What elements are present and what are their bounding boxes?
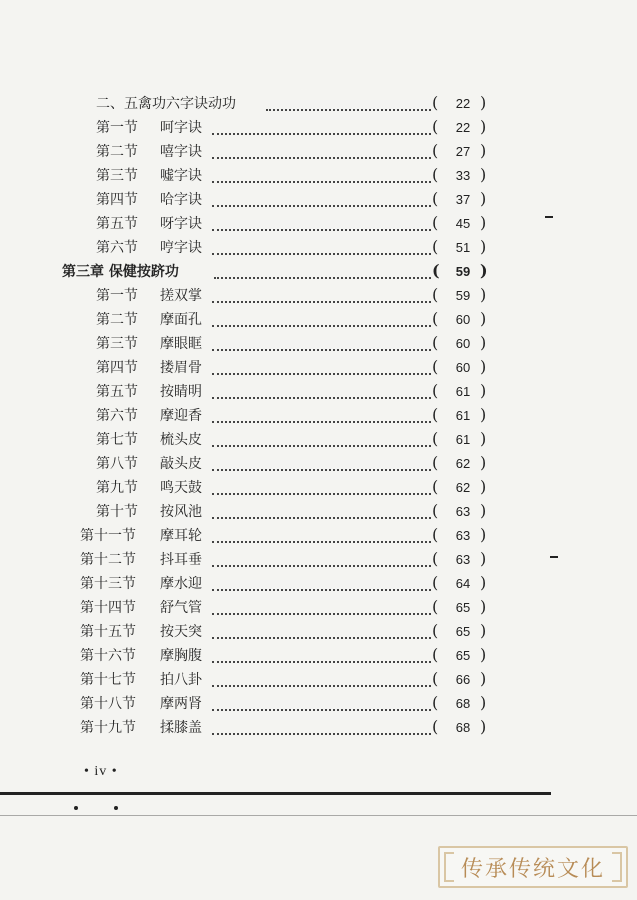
page-number-box	[432, 572, 488, 596]
left-paren: (	[432, 645, 439, 664]
page-number: 60	[455, 336, 471, 351]
watermark-stamp: 传承传统文化	[438, 846, 628, 888]
left-paren: (	[432, 501, 439, 520]
page-number: 63	[455, 504, 471, 519]
toc-topic: 舒气管	[160, 600, 202, 616]
right-paren: )	[480, 213, 487, 232]
page-number-box	[432, 332, 488, 356]
right-paren: )	[480, 645, 487, 664]
page-number: 61	[455, 384, 471, 399]
scan-mark	[550, 556, 558, 558]
toc-leader	[212, 467, 431, 471]
page-number-box	[432, 596, 488, 620]
toc-leader	[212, 491, 431, 495]
toc-entry-label: 第五节	[96, 384, 138, 400]
toc-leader	[214, 275, 431, 279]
page-number-box	[432, 428, 488, 452]
page-number-box	[432, 164, 488, 188]
left-paren: (	[432, 333, 439, 352]
scan-dot	[74, 806, 78, 810]
right-paren: )	[480, 429, 487, 448]
right-paren: )	[480, 261, 488, 280]
right-paren: )	[480, 453, 487, 472]
right-paren: )	[480, 357, 487, 376]
page-number-box	[432, 452, 488, 476]
toc-topic: 拍八卦	[160, 672, 202, 688]
page-number-box	[432, 212, 488, 236]
right-paren: )	[480, 189, 487, 208]
page-number: 22	[455, 120, 471, 135]
scan-dot	[114, 806, 118, 810]
toc-row	[0, 596, 637, 620]
scan-mark	[545, 216, 553, 218]
page-number-box	[432, 284, 488, 308]
toc-entry-label: 第十节	[96, 504, 138, 520]
toc-topic: 嘻字诀	[160, 144, 202, 160]
right-paren: )	[480, 165, 487, 184]
page-number-box	[432, 404, 488, 428]
toc-entry-label: 第八节	[96, 456, 138, 472]
left-paren: (	[432, 669, 439, 688]
right-paren: )	[480, 117, 487, 136]
toc-leader	[212, 227, 431, 231]
toc-entry-label: 第十四节	[80, 600, 136, 616]
page-number-box	[432, 260, 488, 284]
right-paren: )	[480, 93, 487, 112]
toc-topic: 按睛明	[160, 384, 202, 400]
page-rule	[0, 792, 551, 795]
page-number-box	[432, 668, 488, 692]
right-paren: )	[480, 237, 487, 256]
page-number-box	[432, 116, 488, 140]
toc-topic: 摩耳轮	[160, 528, 202, 544]
page-number-box	[432, 500, 488, 524]
toc-entry-label: 第十六节	[80, 648, 136, 664]
toc-row	[0, 260, 637, 284]
toc-row	[0, 140, 637, 164]
toc-entry-label: 第十九节	[80, 720, 136, 736]
toc-topic: 摩眼眶	[160, 336, 202, 352]
right-paren: )	[480, 501, 487, 520]
page-number-box	[432, 692, 488, 716]
toc-entry-label: 第三节	[96, 336, 138, 352]
toc-entry-label: 第五节	[96, 216, 138, 232]
page-number: 51	[455, 240, 471, 255]
page-number: 27	[455, 144, 471, 159]
toc-topic: 摩水迎	[160, 576, 202, 592]
toc-topic: 摩两肾	[160, 696, 202, 712]
page-number: 61	[455, 432, 471, 447]
page-number-box	[432, 476, 488, 500]
toc-leader	[212, 371, 431, 375]
right-paren: )	[480, 525, 487, 544]
toc-row	[0, 452, 637, 476]
toc-row	[0, 92, 637, 116]
toc-topic: 按风池	[160, 504, 202, 520]
toc-entry-label: 第六节	[96, 408, 138, 424]
page-number-box	[432, 308, 488, 332]
page-number-box	[432, 380, 488, 404]
toc-leader	[212, 707, 431, 711]
toc-entry-label: 第十五节	[80, 624, 136, 640]
toc-topic: 抖耳垂	[160, 552, 202, 568]
right-paren: )	[480, 717, 487, 736]
toc-leader	[212, 635, 431, 639]
toc-topic: 揉膝盖	[160, 720, 202, 736]
left-paren: (	[432, 429, 439, 448]
toc-entry-label: 第十八节	[80, 696, 136, 712]
toc-leader	[212, 155, 431, 159]
toc-entry-label: 第一节	[96, 120, 138, 136]
page-shadow-rule	[0, 815, 637, 816]
left-paren: (	[432, 213, 439, 232]
toc-topic: 鸣天鼓	[160, 480, 202, 496]
page-number: 68	[455, 720, 471, 735]
right-paren: )	[480, 309, 487, 328]
toc-row	[0, 404, 637, 428]
toc-row	[0, 692, 637, 716]
left-paren: (	[432, 141, 439, 160]
toc-leader	[212, 395, 431, 399]
toc-leader	[212, 251, 431, 255]
toc-topic: 摩面孔	[160, 312, 202, 328]
toc-topic: 哼字诀	[160, 240, 202, 256]
table-of-contents	[0, 92, 637, 762]
page-number: 60	[455, 312, 471, 327]
toc-row	[0, 212, 637, 236]
left-paren: (	[432, 573, 439, 592]
toc-leader	[212, 611, 431, 615]
left-paren: (	[432, 93, 439, 112]
left-paren: (	[432, 117, 439, 136]
toc-row	[0, 380, 637, 404]
chapter-title: 第三章 保健按跻功	[62, 264, 179, 280]
toc-entry-label: 第十三节	[80, 576, 136, 592]
page-number: 22	[455, 96, 471, 111]
toc-topic: 摩胸腹	[160, 648, 202, 664]
right-paren: )	[480, 405, 487, 424]
toc-leader	[212, 515, 431, 519]
left-paren: (	[432, 165, 439, 184]
toc-row	[0, 500, 637, 524]
left-paren: (	[432, 525, 439, 544]
toc-row	[0, 116, 637, 140]
toc-entry-label: 第四节	[96, 192, 138, 208]
right-paren: )	[480, 381, 487, 400]
toc-row	[0, 308, 637, 332]
toc-leader	[212, 299, 431, 303]
toc-topic: 梳头皮	[160, 432, 202, 448]
toc-leader	[212, 203, 431, 207]
page-number-box	[432, 620, 488, 644]
right-paren: )	[480, 597, 487, 616]
toc-leader	[212, 539, 431, 543]
toc-entry-label: 第二节	[96, 312, 138, 328]
toc-leader	[212, 179, 431, 183]
toc-leader	[212, 347, 431, 351]
page-number: 62	[455, 480, 471, 495]
toc-row	[0, 716, 637, 740]
toc-leader	[212, 443, 431, 447]
toc-row	[0, 572, 637, 596]
page-number-box	[432, 236, 488, 260]
toc-row	[0, 332, 637, 356]
toc-entry-label: 第四节	[96, 360, 138, 376]
page-number: 63	[455, 552, 471, 567]
left-paren: (	[432, 621, 439, 640]
toc-entry-label: 第三节	[96, 168, 138, 184]
right-paren: )	[480, 549, 487, 568]
toc-entry-label: 第七节	[96, 432, 138, 448]
right-paren: )	[480, 693, 487, 712]
toc-leader	[212, 731, 431, 735]
page-number: 64	[455, 576, 471, 591]
toc-topic: 呀字诀	[160, 216, 202, 232]
page-number: 65	[455, 600, 471, 615]
page-number: 59	[455, 264, 471, 279]
page-number: 65	[455, 624, 471, 639]
toc-entry-label: 第十一节	[80, 528, 136, 544]
toc-leader	[212, 563, 431, 567]
left-paren: (	[432, 549, 439, 568]
left-paren: (	[432, 453, 439, 472]
toc-row	[0, 644, 637, 668]
toc-entry-label: 第十二节	[80, 552, 136, 568]
left-paren: (	[432, 381, 439, 400]
toc-leader	[212, 131, 431, 135]
page-number: 66	[455, 672, 471, 687]
page-number: 61	[455, 408, 471, 423]
toc-entry-label: 第六节	[96, 240, 138, 256]
page-number: 63	[455, 528, 471, 543]
toc-leader	[212, 419, 431, 423]
page-number-box	[432, 356, 488, 380]
toc-entry-label: 第九节	[96, 480, 138, 496]
toc-row	[0, 188, 637, 212]
left-paren: (	[432, 237, 439, 256]
toc-entry-label: 第二节	[96, 144, 138, 160]
page-number-box	[432, 644, 488, 668]
toc-topic: 敲头皮	[160, 456, 202, 472]
toc-leader	[212, 323, 431, 327]
page-number: 37	[455, 192, 471, 207]
toc-leader	[212, 659, 431, 663]
right-paren: )	[480, 621, 487, 640]
left-paren: (	[432, 261, 440, 280]
toc-leader	[266, 107, 431, 111]
page-number-box	[432, 548, 488, 572]
right-paren: )	[480, 669, 487, 688]
toc-topic: 哈字诀	[160, 192, 202, 208]
left-paren: (	[432, 477, 439, 496]
page-number-box	[432, 188, 488, 212]
toc-row	[0, 524, 637, 548]
page-number-box	[432, 140, 488, 164]
left-paren: (	[432, 693, 439, 712]
page-number: 68	[455, 696, 471, 711]
left-paren: (	[432, 405, 439, 424]
toc-topic: 按天突	[160, 624, 202, 640]
page-number: 62	[455, 456, 471, 471]
page-number: 45	[455, 216, 471, 231]
toc-row	[0, 164, 637, 188]
toc-row	[0, 620, 637, 644]
toc-row	[0, 428, 637, 452]
toc-row	[0, 476, 637, 500]
left-paren: (	[432, 285, 439, 304]
page-number-box	[432, 92, 488, 116]
toc-topic: 嘘字诀	[160, 168, 202, 184]
left-paren: (	[432, 309, 439, 328]
toc-topic: 摩迎香	[160, 408, 202, 424]
page-number: 33	[455, 168, 471, 183]
right-paren: )	[480, 285, 487, 304]
toc-topic: 搓双掌	[160, 288, 202, 304]
toc-leader	[212, 683, 431, 687]
left-paren: (	[432, 357, 439, 376]
left-paren: (	[432, 597, 439, 616]
right-paren: )	[480, 333, 487, 352]
page-number-box	[432, 524, 488, 548]
page-number-box	[432, 716, 488, 740]
toc-topic: 呵字诀	[160, 120, 202, 136]
page-number: 59	[455, 288, 471, 303]
left-paren: (	[432, 189, 439, 208]
right-paren: )	[480, 141, 487, 160]
toc-entry-label: 第一节	[96, 288, 138, 304]
toc-row	[0, 356, 637, 380]
toc-entry-label: 二、五禽功六字诀动功	[96, 96, 236, 112]
toc-row	[0, 284, 637, 308]
right-paren: )	[480, 573, 487, 592]
toc-entry-label: 第十七节	[80, 672, 136, 688]
page-number: 60	[455, 360, 471, 375]
page-number: 65	[455, 648, 471, 663]
toc-topic: 搂眉骨	[160, 360, 202, 376]
left-paren: (	[432, 717, 439, 736]
page-marker: • iv •	[84, 764, 118, 779]
toc-row	[0, 668, 637, 692]
toc-leader	[212, 587, 431, 591]
toc-row	[0, 548, 637, 572]
right-paren: )	[480, 477, 487, 496]
toc-row	[0, 236, 637, 260]
